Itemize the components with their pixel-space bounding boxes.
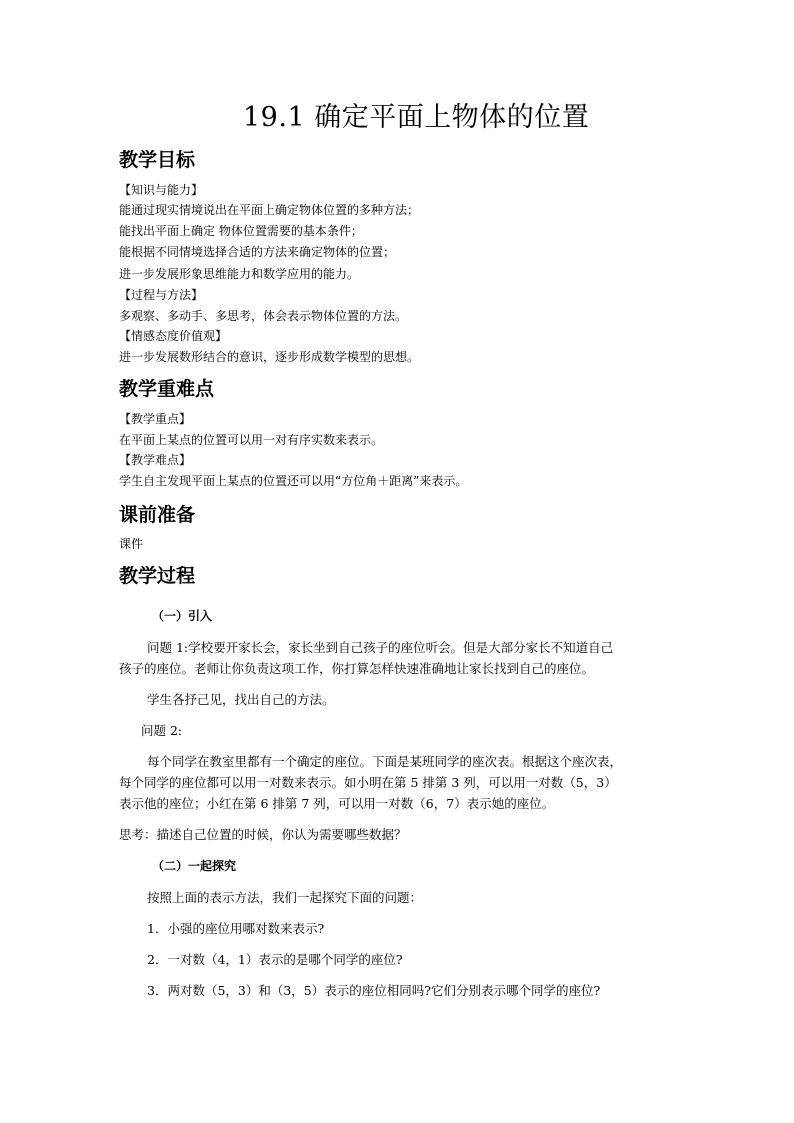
question-2-label: 问题 2: [141, 723, 183, 738]
seating-paragraph-line: 每个同学在教室里都有一个确定的座位。下面是某班同学的座次表。根据这个座次表， [147, 754, 623, 769]
emotion-text: 进一步发展数形结合的意识，逐步形成数学模型的思想。 [119, 350, 420, 364]
difficulty-text: 学生自主发现平面上某点的位置还可以用“方位角＋距离”来表示。 [119, 474, 468, 488]
knowledge-item: 能根据不同情境选择合适的方法来确定物体的位置； [119, 245, 396, 259]
key-points-heading: 教学重难点 [119, 378, 215, 400]
knowledge-item: 能通过现实情境说出在平面上确定物体位置的多种方法； [119, 203, 420, 217]
focus-text: 在平面上某点的位置可以用一对有序实数来表示。 [119, 433, 384, 447]
difficulty-label: 【教学难点】 [119, 453, 192, 467]
students-text: 学生各抒己见，找出自己的方法。 [147, 692, 335, 707]
preparation-heading: 课前准备 [119, 504, 196, 526]
knowledge-item: 进一步发展形象思维能力和数学应用的能力。 [119, 267, 360, 281]
document-title: 19.1 确定平面上物体的位置 [243, 102, 590, 133]
explore-question: 1．小强的座位用哪对数来表示? [147, 921, 325, 936]
process-heading: 教学过程 [119, 565, 196, 587]
objectives-heading: 教学目标 [119, 149, 196, 171]
explore-heading: （二）一起探究 [152, 859, 237, 873]
think-text: 思考：描述自己位置的时候，你认为需要哪些数据？ [119, 827, 407, 842]
focus-label: 【教学重点】 [119, 412, 192, 426]
seating-paragraph-line: 表示他的座位；小红在第 6 排第 7 列，可以用一对数（6，7）表示她的座位。 [119, 796, 555, 811]
preparation-text: 课件 [119, 537, 144, 551]
explore-question: 2．一对数（4，1）表示的是哪个同学的座位? [147, 952, 403, 967]
emotion-label: 【情感态度价值观】 [119, 329, 228, 343]
question-1-line: 问题 1:学校要开家长会，家长坐到自己孩子的座位听会。但是大部分家长不知道自己 [147, 640, 614, 655]
knowledge-label: 【知识与能力】 [119, 183, 204, 197]
explore-question: 3．两对数（5，3）和（3，5）表示的座位相同吗?它们分别表示哪个同学的座位? [147, 983, 601, 998]
question-1-line: 孩子的座位。老师让你负责这项工作，你打算怎样快速准确地让家长找到自己的座位。 [119, 661, 595, 676]
explore-intro: 按照上面的表示方法，我们一起探究下面的问题： [147, 890, 423, 905]
intro-heading: （一）引入 [152, 609, 213, 623]
seating-paragraph-line: 每个同学的座位都可以用一对数来表示。如小明在第 5 排第 3 列，可以用一对数（5，3） [119, 775, 617, 790]
process-text: 多观察、多动手、多思考，体会表示物体位置的方法。 [119, 309, 408, 323]
knowledge-item: 能找出平面上确定 物体位置需要的基本条件； [119, 224, 363, 238]
process-label: 【过程与方法】 [119, 288, 204, 302]
